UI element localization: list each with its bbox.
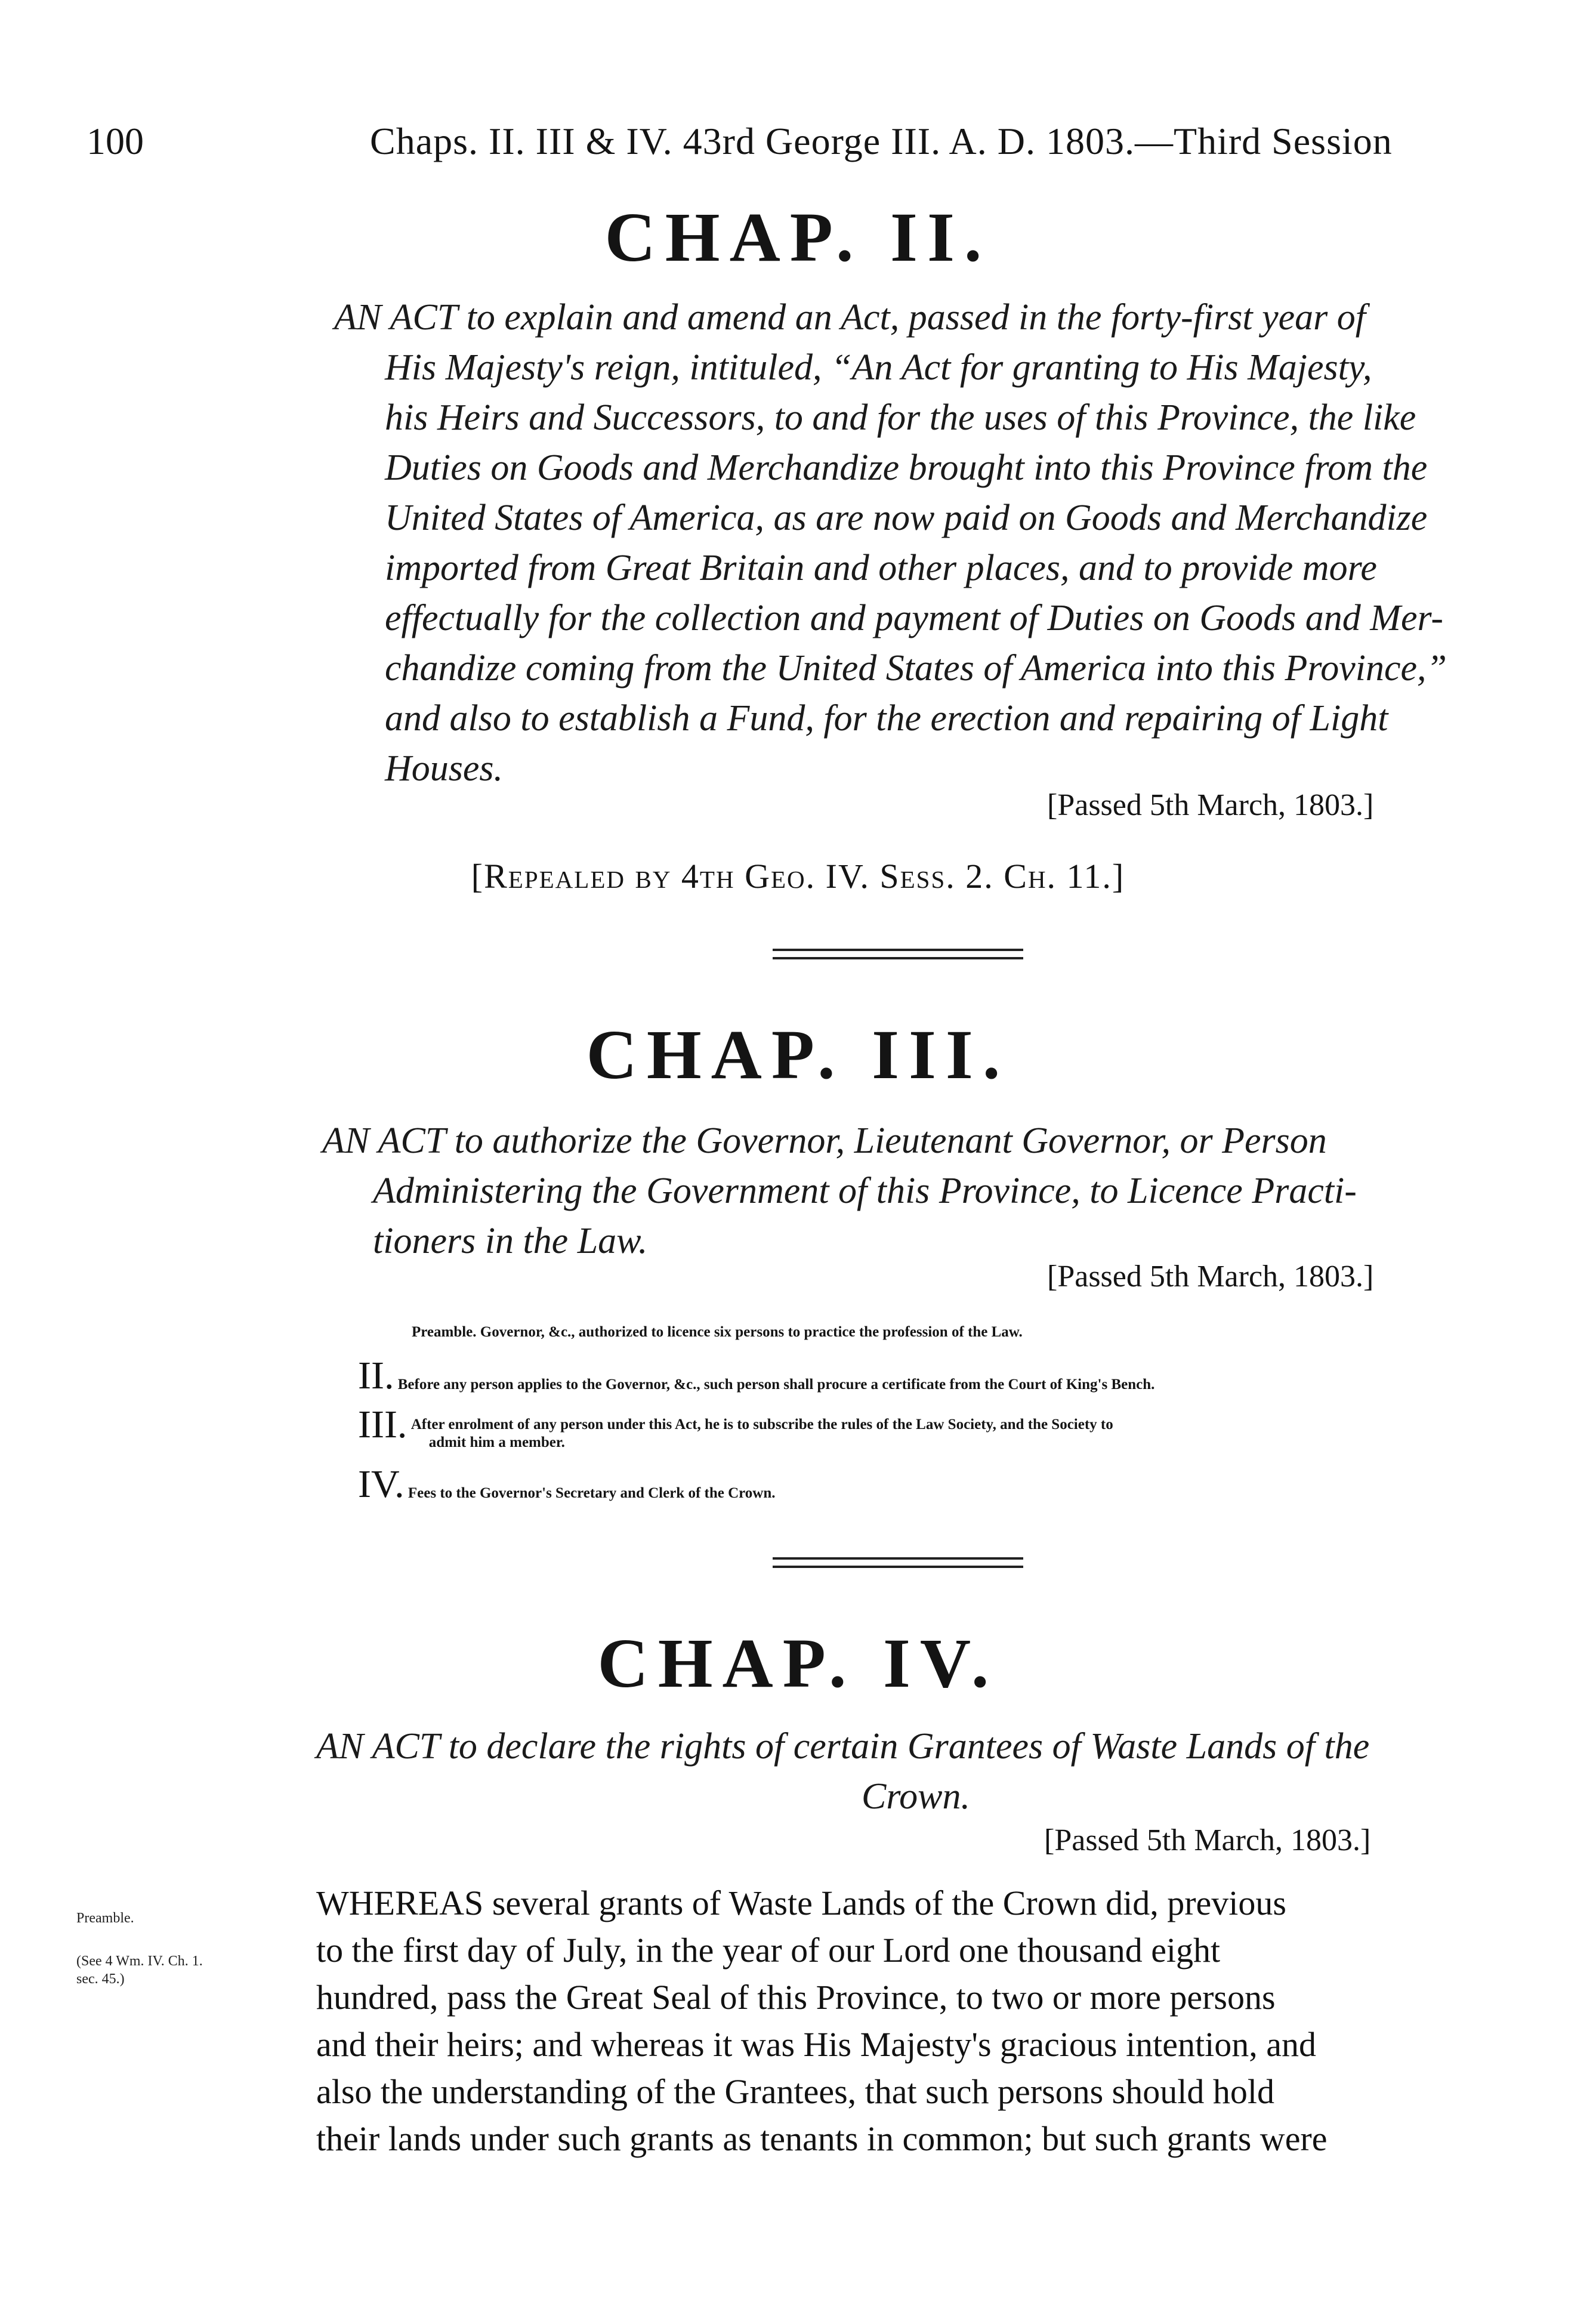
act-line: effectually for the collection and payment of Duties on Goods and Mer-: [385, 598, 1443, 638]
chap-4-passed-date: [Passed 5th March, 1803.]: [1044, 1823, 1371, 1857]
body-line: their lands under such grants as tenants in common; but such grants were: [316, 2119, 1328, 2158]
section-summary: [358, 1353, 1154, 1399]
section-number: IV.: [358, 1462, 405, 1506]
section-divider: [773, 949, 1023, 959]
margin-note-line: sec. 45.): [76, 1971, 125, 1987]
act-line: AN ACT to declare the rights of certain Grantees of Waste Lands of the: [316, 1726, 1370, 1767]
chap-3-title: CHAP. III.: [586, 1015, 1010, 1094]
body-line: to the first day of July, in the year of our Lord one thousand eight: [316, 1931, 1221, 1970]
section-summary: [412, 1323, 1023, 1341]
chap-2-act-title: [334, 292, 1515, 794]
section-divider: [773, 1557, 1023, 1568]
act-line: AN ACT to explain and amend an Act, passed in the forty-first year of: [334, 297, 1366, 338]
chap-4-body: [316, 1879, 1521, 2162]
chap-4-act-title: [316, 1721, 1515, 1822]
margin-note-reference: [76, 1952, 203, 1988]
chap-2-passed-date: [Passed 5th March, 1803.]: [1047, 788, 1374, 822]
act-line: chandize coming from the United States of America into this Province,”: [385, 648, 1447, 689]
section-number: II.: [358, 1354, 394, 1397]
margin-note-preamble: Preamble.: [76, 1910, 134, 1926]
act-line: and also to establish a Fund, for the erection and repairing of Light: [385, 698, 1388, 739]
body-line: also the understanding of the Grantees, that such persons should hold: [316, 2072, 1274, 2111]
chap-3-passed-date: [Passed 5th March, 1803.]: [1047, 1260, 1374, 1294]
section-text: Before any person applies to the Governor, &c., such person shall procure a certificate from the Court of King's Bench.: [397, 1376, 1155, 1393]
act-line: tioners in the Law.: [373, 1221, 648, 1261]
act-line: Administering the Government of this Province, to Licence Practi-: [373, 1171, 1357, 1211]
section-number: III.: [358, 1403, 408, 1446]
running-head: Chaps. II. III & IV. 43rd George III. A. D. 1803.—Third Session: [370, 120, 1393, 162]
act-line: AN ACT to authorize the Governor, Lieutenant Governor, or Person: [322, 1120, 1327, 1161]
section-summary: [358, 1402, 1113, 1452]
act-line: United States of America, as are now paid on Goods and Merchandize: [385, 498, 1428, 538]
section-summary: [358, 1462, 776, 1507]
act-line: Houses.: [385, 748, 504, 789]
page-number: 100: [87, 120, 144, 162]
chap-4-title: CHAP. IV.: [597, 1624, 999, 1702]
body-line: WHEREAS several grants of Waste Lands of the Crown did, previous: [316, 1884, 1286, 1922]
section-text: Preamble. Governor, &c., authorized to licence six persons to practice the profession of the Law.: [412, 1324, 1023, 1341]
act-line: his Heirs and Successors, to and for the uses of this Province, the like: [385, 397, 1416, 438]
act-line: imported from Great Britain and other places, and to provide more: [385, 548, 1377, 588]
margin-note-line: (See 4 Wm. IV. Ch. 1.: [76, 1953, 203, 1969]
body-line: hundred, pass the Great Seal of this Province, to two or more persons: [316, 1978, 1276, 2017]
chap-2-repealed-note: [Repealed by 4th Geo. IV. Sess. 2. Ch. 11.]: [471, 857, 1125, 896]
section-text: After enrolment of any person under this Act, he is to subscribe the rules of the Law Society, and the Society to: [410, 1416, 1113, 1433]
act-line: Duties on Goods and Merchandize brought into this Province from the: [385, 447, 1428, 488]
section-text: Fees to the Governor's Secretary and Clerk of the Crown.: [408, 1485, 776, 1502]
chap-2-title: CHAP. II.: [604, 198, 992, 276]
act-line: His Majesty's reign, intituled, “An Act for granting to His Majesty,: [385, 347, 1372, 388]
chap-3-act-title: [322, 1116, 1515, 1266]
body-line: and their heirs; and whereas it was His Majesty's gracious intention, and: [316, 2025, 1316, 2064]
act-line: Crown.: [861, 1776, 971, 1817]
section-text: admit him a member.: [428, 1434, 565, 1451]
